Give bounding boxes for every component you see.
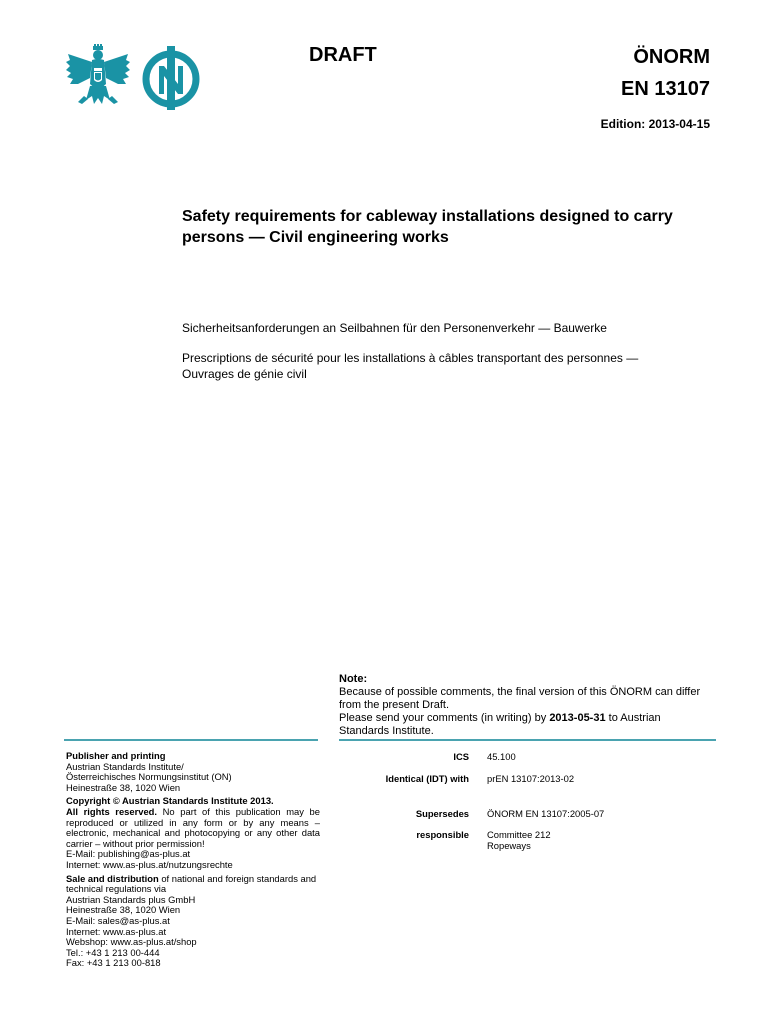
sales-heading-bold: Sale and distribution	[66, 872, 159, 884]
copyright-heading: Copyright © Austrian Standards Institute 2013.	[66, 795, 274, 807]
publisher-line: Austrian Standards Institute/	[66, 760, 184, 772]
title-english: Safety requirements for cableway installations designed to carry persons — Civil engineering works	[182, 208, 673, 246]
ics-label: ICS	[453, 751, 469, 762]
supersedes-label: Supersedes	[415, 808, 469, 819]
standard-number: EN 13107	[621, 78, 710, 100]
sales-fax: Fax: +43 1 213 00-818	[66, 957, 161, 969]
comment-deadline: 2013-05-31	[549, 712, 606, 724]
divider-left	[64, 739, 318, 741]
copyright-block	[66, 796, 320, 870]
title-french: Prescriptions de sécurité pour les installations à câbles transportant des personnes — Ouvrages de génie civil	[182, 351, 639, 381]
publisher-line: Heinestraße 38, 1020 Wien	[66, 781, 181, 793]
sales-tel: Tel.: +43 1 213 00-444	[66, 946, 160, 958]
publisher-column	[66, 751, 320, 972]
note-line-2	[339, 712, 709, 738]
identical-value: prEN 13107:2013-02	[487, 773, 575, 784]
title-german: Sicherheitsanforderungen an Seilbahnen für den Personenverkehr — Bauwerke	[182, 321, 607, 335]
responsible-committee: Committee 212	[487, 829, 551, 840]
note-line-1: Because of possible comments, the final version of this ÖNORM can differ from the present Draft.	[339, 686, 701, 711]
supersedes-value: ÖNORM EN 13107:2005-07	[487, 808, 605, 819]
draft-label: DRAFT	[309, 44, 377, 66]
ics-value: 45.100	[487, 751, 516, 762]
onorm-label: ÖNORM	[633, 46, 710, 68]
responsible-label: responsible	[416, 829, 469, 840]
note-line-2-prefix: Please send your comments (in writing) by	[339, 712, 550, 724]
sales-email[interactable]: E-Mail: sales@as-plus.at	[66, 914, 170, 926]
rights-text: No part of this publication may be reproduced or utilized in any form or by any means – electronic, mechanical and photocopying or any other data carrier – without prior permission!	[66, 805, 320, 849]
copyright-rights	[66, 807, 320, 849]
note-heading: Note:	[339, 673, 368, 685]
identical-label: Identical (IDT) with	[385, 773, 469, 784]
on-logo-icon	[140, 44, 202, 112]
usage-rights-link[interactable]: Internet: www.as-plus.at/nutzungsrechte	[66, 858, 233, 870]
publishing-email[interactable]: E-Mail: publishing@as-plus.at	[66, 848, 191, 860]
sales-line: Austrian Standards plus GmbH	[66, 893, 196, 905]
publisher-line: Österreichisches Normungsinstitut (ON)	[66, 771, 232, 783]
sales-heading-text: of national and foreign standards and technical regulations via	[66, 872, 317, 895]
sales-webshop[interactable]: Webshop: www.as-plus.at/shop	[66, 936, 197, 948]
publisher-block	[66, 751, 320, 793]
sales-internet[interactable]: Internet: www.as-plus.at	[66, 925, 167, 937]
note-line-2-suffix: to Austrian Standards Institute.	[339, 712, 661, 737]
note-box	[339, 673, 709, 738]
responsible-area: Ropeways	[487, 840, 531, 851]
publisher-heading: Publisher and printing	[66, 750, 166, 761]
divider-right	[339, 739, 716, 741]
sales-line: Heinestraße 38, 1020 Wien	[66, 904, 181, 916]
rights-reserved: All rights reserved.	[66, 805, 157, 817]
edition-date: Edition: 2013-04-15	[600, 117, 710, 131]
austrian-eagle-icon	[64, 44, 132, 112]
sales-heading	[66, 874, 320, 895]
sales-block	[66, 874, 320, 969]
